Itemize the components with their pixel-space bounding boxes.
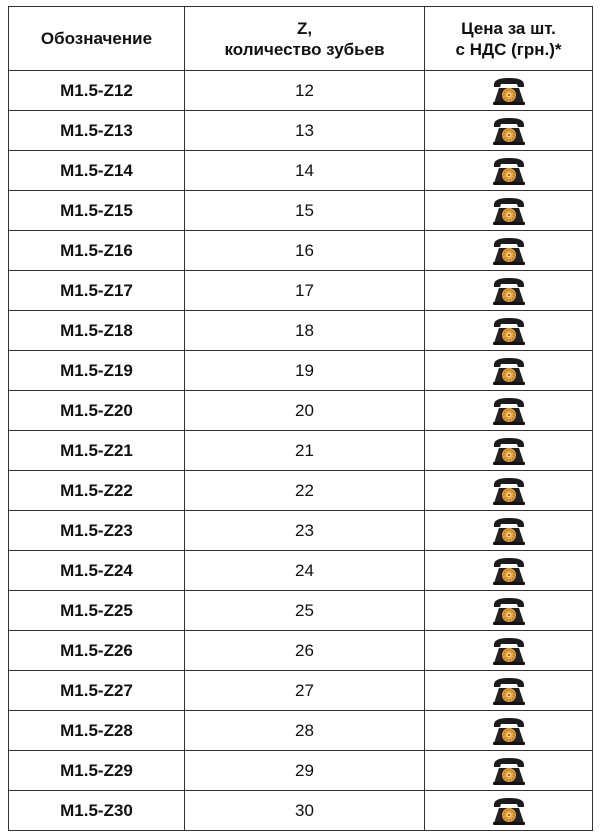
telephone-icon[interactable] [490,116,528,146]
header-price-line1: Цена за шт. [461,18,556,38]
table-row-5 [9,231,593,271]
teeth-count: 14 [185,151,425,191]
telephone-icon[interactable] [490,396,528,426]
header-teeth-line1: Z, [296,18,313,38]
part-code: M1.5-Z24 [9,551,185,591]
part-code: M1.5-Z14 [9,151,185,191]
teeth-count: 19 [185,351,425,391]
price-cell[interactable] [425,511,593,551]
telephone-icon[interactable] [490,276,528,306]
teeth-count: 21 [185,431,425,471]
table-row-18 [9,751,593,791]
telephone-icon[interactable] [490,596,528,626]
part-code: M1.5-Z20 [9,391,185,431]
header-code [9,7,185,71]
telephone-icon[interactable] [490,316,528,346]
table-row-6 [9,271,593,311]
price-cell[interactable] [425,791,593,831]
price-cell[interactable] [425,71,593,111]
header-code-label: Обозначение [40,29,153,48]
header-teeth [185,7,425,71]
header-teeth-line2: количество зубьев [224,39,385,59]
table-row-12 [9,511,593,551]
teeth-count: 24 [185,551,425,591]
table-body [9,71,593,831]
part-code: M1.5-Z29 [9,751,185,791]
telephone-icon[interactable] [490,196,528,226]
table-row-3 [9,151,593,191]
part-code: M1.5-Z12 [9,71,185,111]
table-row-2 [9,111,593,151]
telephone-icon[interactable] [490,476,528,506]
teeth-count: 16 [185,231,425,271]
table-row-10 [9,431,593,471]
part-code: M1.5-Z15 [9,191,185,231]
telephone-icon[interactable] [490,556,528,586]
table-row-9 [9,391,593,431]
teeth-count: 18 [185,311,425,351]
price-cell[interactable] [425,551,593,591]
telephone-icon[interactable] [490,516,528,546]
price-cell[interactable] [425,311,593,351]
price-cell[interactable] [425,271,593,311]
teeth-count: 29 [185,751,425,791]
price-cell[interactable] [425,351,593,391]
teeth-count: 20 [185,391,425,431]
table-row-7 [9,311,593,351]
price-cell[interactable] [425,191,593,231]
part-code: M1.5-Z18 [9,311,185,351]
part-code: M1.5-Z27 [9,671,185,711]
telephone-icon[interactable] [490,636,528,666]
table-row-16 [9,671,593,711]
telephone-icon[interactable] [490,356,528,386]
part-code: M1.5-Z28 [9,711,185,751]
part-code: M1.5-Z22 [9,471,185,511]
part-code: M1.5-Z21 [9,431,185,471]
price-cell[interactable] [425,231,593,271]
gear-price-table [8,6,593,831]
telephone-icon[interactable] [490,796,528,826]
teeth-count: 27 [185,671,425,711]
teeth-count: 17 [185,271,425,311]
teeth-count: 12 [185,71,425,111]
teeth-count: 15 [185,191,425,231]
part-code: M1.5-Z23 [9,511,185,551]
price-cell[interactable] [425,671,593,711]
price-cell[interactable] [425,391,593,431]
teeth-count: 22 [185,471,425,511]
price-cell[interactable] [425,711,593,751]
teeth-count: 13 [185,111,425,151]
header-price [425,7,593,71]
telephone-icon[interactable] [490,436,528,466]
part-code: M1.5-Z13 [9,111,185,151]
teeth-count: 25 [185,591,425,631]
part-code: M1.5-Z26 [9,631,185,671]
price-cell[interactable] [425,111,593,151]
table-row-4 [9,191,593,231]
table-row-17 [9,711,593,751]
table-row-14 [9,591,593,631]
teeth-count: 30 [185,791,425,831]
price-cell[interactable] [425,591,593,631]
telephone-icon[interactable] [490,756,528,786]
telephone-icon[interactable] [490,156,528,186]
part-code: M1.5-Z19 [9,351,185,391]
price-cell[interactable] [425,631,593,671]
table-row-8 [9,351,593,391]
table-row-11 [9,471,593,511]
telephone-icon[interactable] [490,76,528,106]
table-header [9,7,593,71]
telephone-icon[interactable] [490,236,528,266]
header-price-line2: с НДС (грн.)* [455,39,562,59]
part-code: M1.5-Z25 [9,591,185,631]
table-row-1 [9,71,593,111]
part-code: M1.5-Z30 [9,791,185,831]
teeth-count: 28 [185,711,425,751]
teeth-count: 26 [185,631,425,671]
part-code: M1.5-Z16 [9,231,185,271]
part-code: M1.5-Z17 [9,271,185,311]
price-cell[interactable] [425,431,593,471]
price-cell[interactable] [425,471,593,511]
table-row-19 [9,791,593,831]
table-row-13 [9,551,593,591]
telephone-icon[interactable] [490,676,528,706]
table-row-15 [9,631,593,671]
price-cell[interactable] [425,151,593,191]
teeth-count: 23 [185,511,425,551]
telephone-icon[interactable] [490,716,528,746]
header-row [9,7,593,71]
price-cell[interactable] [425,751,593,791]
